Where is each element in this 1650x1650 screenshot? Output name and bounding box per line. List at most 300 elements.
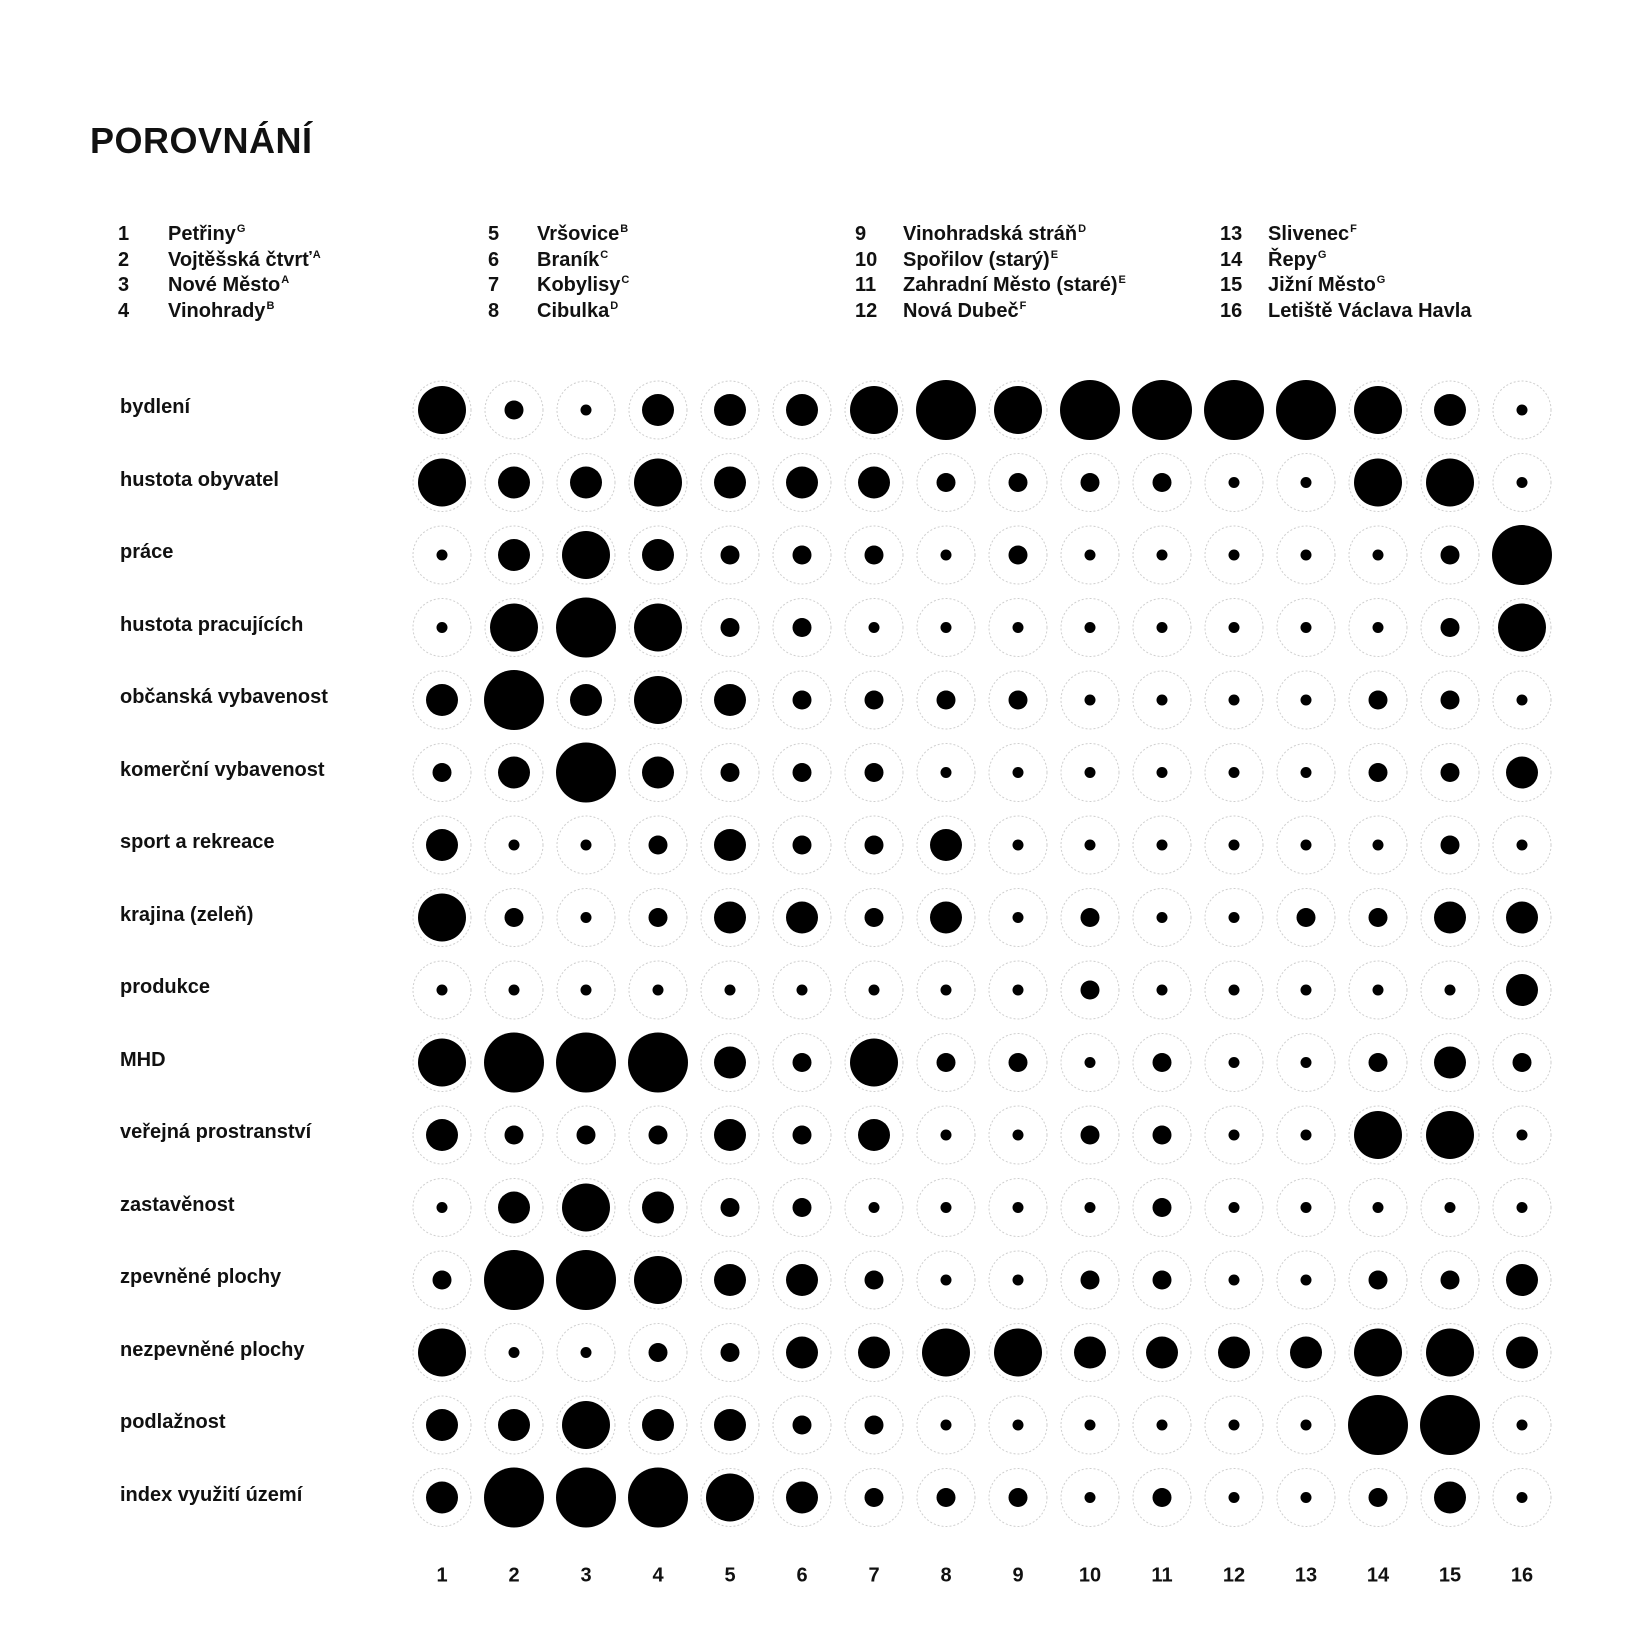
row-label: nezpevněné plochy [120, 1338, 305, 1361]
bubble [858, 1337, 890, 1369]
bubble [930, 902, 962, 934]
bubble [556, 743, 616, 803]
bubble [634, 676, 682, 724]
bubble [1009, 473, 1028, 492]
bubble [433, 1271, 452, 1290]
row-label: index využití území [120, 1483, 303, 1506]
bubble [1157, 1420, 1168, 1431]
bubble [1290, 1337, 1322, 1369]
legend-name-text: Letiště Václava Havla [1268, 299, 1472, 322]
bubble [714, 467, 746, 499]
bubble [437, 622, 448, 633]
bubble [498, 467, 530, 499]
legend-number: 15 [1220, 274, 1243, 296]
row-label: sport a rekreace [120, 831, 275, 854]
bubble [1153, 1198, 1172, 1217]
legend-name-text: Cibulka [537, 299, 610, 322]
legend-name-text: Nová Dubeč [903, 299, 1019, 322]
bubble [1085, 840, 1096, 851]
legend-name-text: Spořilov (starý) [903, 248, 1050, 271]
row-label: produkce [120, 976, 211, 999]
legend-number: 6 [488, 248, 500, 271]
bubble [725, 985, 736, 996]
bubble [1060, 380, 1120, 440]
bubble [865, 1271, 884, 1290]
column-tick-label: 10 [1078, 1564, 1102, 1587]
row-label: komerční vybavenost [120, 758, 325, 781]
bubble [858, 467, 890, 499]
row-label: práce [120, 541, 174, 564]
bubble [793, 1416, 812, 1435]
bubble [642, 1409, 674, 1441]
column-tick-label: 4 [652, 1564, 664, 1587]
bubble [418, 1329, 466, 1377]
bubble [490, 604, 538, 652]
bubble [556, 1250, 616, 1310]
legend-name-text: Jižní Město [1268, 274, 1376, 296]
bubble [793, 546, 812, 565]
bubble [865, 1488, 884, 1507]
legend-number: 10 [855, 248, 878, 271]
column-tick-label: 6 [796, 1564, 808, 1587]
bubble [1013, 1420, 1024, 1431]
bubble [1085, 550, 1096, 561]
bubble [1157, 695, 1168, 706]
bubble [1229, 1275, 1240, 1286]
bubble [1204, 380, 1264, 440]
legend-group-letter: B [266, 299, 275, 312]
legend-name-text: Braník [537, 248, 600, 271]
bubble [1301, 622, 1312, 633]
bubble [1517, 1202, 1528, 1213]
bubble [941, 1275, 952, 1286]
bubble [1218, 1337, 1250, 1369]
bubble [437, 550, 448, 561]
bubble [484, 670, 544, 730]
bubble [869, 985, 880, 996]
legend-number: 16 [1220, 299, 1243, 322]
bubble [1229, 1057, 1240, 1068]
legend-number: 7 [488, 274, 500, 296]
bubble [1229, 767, 1240, 778]
legend-number: 5 [488, 223, 500, 245]
legend-name-text: Kobylisy [537, 274, 621, 296]
bubble [1301, 550, 1312, 561]
bubble [865, 763, 884, 782]
column-tick-label: 3 [580, 1564, 592, 1587]
bubble [797, 985, 808, 996]
legend-number: 4 [118, 299, 130, 322]
bubble [1373, 550, 1384, 561]
bubble [994, 1329, 1042, 1377]
bubble [1085, 1420, 1096, 1431]
bubble [642, 539, 674, 571]
bubble [1132, 380, 1192, 440]
bubble [1506, 1264, 1538, 1296]
bubble [793, 763, 812, 782]
column-tick-label: 13 [1294, 1564, 1318, 1587]
bubble [714, 684, 746, 716]
bubble [1153, 1488, 1172, 1507]
legend-group-letter: C [621, 274, 630, 286]
bubble [937, 691, 956, 710]
legend-number: 8 [488, 299, 500, 322]
legend-name-text: Nové Město [168, 274, 281, 296]
row-label: podlažnost [120, 1411, 226, 1434]
bubble [721, 763, 740, 782]
bubble [556, 1033, 616, 1093]
bubble [634, 1256, 682, 1304]
bubble [1517, 840, 1528, 851]
legend-number: 3 [118, 274, 130, 296]
bubble [1434, 1482, 1466, 1514]
bubble [1229, 477, 1240, 488]
column-tick-label: 14 [1366, 1564, 1390, 1587]
legend-name-text: Vinohrady [168, 299, 266, 322]
row-label: krajina (zeleň) [120, 903, 254, 926]
bubble [498, 1409, 530, 1441]
bubble [1445, 985, 1456, 996]
column-tick-label: 2 [508, 1564, 520, 1587]
bubble [714, 829, 746, 861]
bubble [1369, 1053, 1388, 1072]
bubble [850, 386, 898, 434]
bubble [649, 1126, 668, 1145]
bubble [1085, 767, 1096, 778]
bubble [865, 1416, 884, 1435]
bubble [1013, 1202, 1024, 1213]
bubble [786, 902, 818, 934]
bubble [1229, 1202, 1240, 1213]
bubble [505, 908, 524, 927]
bubble [1157, 767, 1168, 778]
bubble [1153, 473, 1172, 492]
legend-name-text: Vinohradská stráň [903, 223, 1078, 245]
bubble [1276, 380, 1336, 440]
bubble [1301, 1057, 1312, 1068]
bubble [1354, 459, 1402, 507]
bubble [941, 767, 952, 778]
bubble [581, 1347, 592, 1358]
bubble [581, 912, 592, 923]
bubble [484, 1250, 544, 1310]
bubble [786, 394, 818, 426]
bubble [505, 401, 524, 420]
bubble [1369, 763, 1388, 782]
bubble [1013, 912, 1024, 923]
bubble [1085, 1057, 1096, 1068]
bubble [706, 1474, 754, 1522]
column-tick-label: 8 [940, 1564, 952, 1587]
bubble [1297, 908, 1316, 927]
row-label: veřejná prostranství [120, 1121, 312, 1144]
bubble [937, 1053, 956, 1072]
bubble [1013, 622, 1024, 633]
page-title: POROVNÁNÍ [90, 120, 313, 161]
bubble [1229, 912, 1240, 923]
bubble [1373, 622, 1384, 633]
bubble [1301, 477, 1312, 488]
bubble [562, 1401, 610, 1449]
bubble [426, 829, 458, 861]
bubble [869, 1202, 880, 1213]
bubble [642, 394, 674, 426]
bubble [498, 539, 530, 571]
row-label: bydlení [120, 396, 191, 419]
bubble [1492, 525, 1552, 585]
bubble [634, 604, 682, 652]
bubble [509, 840, 520, 851]
bubble [1348, 1395, 1408, 1455]
bubble [1013, 767, 1024, 778]
bubble [1506, 1337, 1538, 1369]
bubble [437, 1202, 448, 1213]
legend-number: 11 [855, 274, 877, 296]
bubble [1013, 840, 1024, 851]
bubble [1153, 1126, 1172, 1145]
bubble [1517, 1492, 1528, 1503]
bubble [714, 1264, 746, 1296]
bubble [1517, 405, 1528, 416]
bubble [1229, 550, 1240, 561]
bubble [793, 1053, 812, 1072]
bubble [628, 1468, 688, 1528]
bubble [858, 1119, 890, 1151]
bubble [1441, 1271, 1460, 1290]
bubble [1009, 1053, 1028, 1072]
bubble [786, 1482, 818, 1514]
bubble [649, 836, 668, 855]
column-tick-label: 1 [436, 1564, 448, 1587]
bubble [1369, 908, 1388, 927]
bubble [941, 1202, 952, 1213]
bubble [418, 386, 466, 434]
bubble [1373, 985, 1384, 996]
bubble [714, 1409, 746, 1441]
bubble [1081, 1126, 1100, 1145]
bubble [418, 1039, 466, 1087]
bubble [941, 622, 952, 633]
bubble [484, 1468, 544, 1528]
row-label: hustota pracujících [120, 613, 304, 636]
bubble [1157, 622, 1168, 633]
legend-group-letter: C [600, 248, 609, 261]
bubble [930, 829, 962, 861]
bubble [1301, 1202, 1312, 1213]
bubble [1426, 459, 1474, 507]
legend-number: 9 [855, 223, 867, 245]
bubble [1153, 1053, 1172, 1072]
bubble [577, 1126, 596, 1145]
legend-name-text: Řepy [1268, 248, 1317, 271]
bubble [1441, 836, 1460, 855]
legend-group-letter: G [1376, 274, 1386, 286]
bubble [556, 598, 616, 658]
legend-group-letter: D [610, 299, 619, 312]
bubble [634, 459, 682, 507]
bubble [581, 840, 592, 851]
bubble [714, 394, 746, 426]
bubble [1354, 386, 1402, 434]
bubble [941, 985, 952, 996]
bubble [786, 1264, 818, 1296]
bubble [850, 1039, 898, 1087]
bubble [1229, 840, 1240, 851]
legend-group-letter: G [236, 223, 246, 235]
bubble [786, 467, 818, 499]
legend-name-text: Zahradní Město (staré) [903, 274, 1118, 296]
bubble [628, 1033, 688, 1093]
bubble [1434, 902, 1466, 934]
bubble [426, 684, 458, 716]
legend-number: 14 [1220, 248, 1243, 271]
row-label: MHD [120, 1048, 166, 1071]
bubble [1229, 1130, 1240, 1141]
bubble [1441, 546, 1460, 565]
legend-number: 2 [118, 248, 130, 271]
legend-group-letter: G [1317, 248, 1327, 261]
legend-number: 1 [118, 223, 130, 245]
bubble [1369, 1488, 1388, 1507]
bubble [1009, 546, 1028, 565]
bubble [1229, 1420, 1240, 1431]
bubble [556, 1468, 616, 1528]
bubble [721, 1198, 740, 1217]
bubble [498, 1192, 530, 1224]
bubble [1085, 695, 1096, 706]
bubble [1498, 604, 1546, 652]
row-label: občanská vybavenost [120, 686, 328, 709]
bubble [1157, 985, 1168, 996]
bubble [418, 459, 466, 507]
legend-group-letter: B [620, 223, 629, 235]
legend-number: 13 [1220, 223, 1243, 245]
bubble [793, 1126, 812, 1145]
bubble [1441, 691, 1460, 710]
bubble [642, 757, 674, 789]
bubble [714, 1047, 746, 1079]
bubble [653, 985, 664, 996]
bubble [1517, 695, 1528, 706]
bubble [498, 757, 530, 789]
bubble [714, 902, 746, 934]
bubble [1354, 1329, 1402, 1377]
bubble [570, 467, 602, 499]
bubble [793, 618, 812, 637]
bubble [1354, 1111, 1402, 1159]
bubble [1301, 1130, 1312, 1141]
bubble [1157, 550, 1168, 561]
bubble [1441, 618, 1460, 637]
bubble [916, 380, 976, 440]
bubble [1517, 1420, 1528, 1431]
bubble [1081, 908, 1100, 927]
bubble [869, 622, 880, 633]
bubble [1369, 1271, 1388, 1290]
bubble [1301, 1420, 1312, 1431]
bubble [937, 473, 956, 492]
bubble [865, 546, 884, 565]
bubble [418, 894, 466, 942]
bubble [1369, 691, 1388, 710]
legend-group-letter: F [1350, 223, 1357, 235]
bubble [1081, 1271, 1100, 1290]
column-tick-label: 15 [1438, 1564, 1462, 1587]
bubble [562, 531, 610, 579]
bubble [433, 763, 452, 782]
row-label: zastavěnost [120, 1193, 235, 1216]
legend-group-letter: A [281, 274, 290, 286]
bubble [1420, 1395, 1480, 1455]
bubble [1013, 985, 1024, 996]
bubble [1513, 1053, 1532, 1072]
bubble [1426, 1111, 1474, 1159]
bubble [1506, 757, 1538, 789]
bubble [1081, 473, 1100, 492]
bubble [1229, 1492, 1240, 1503]
bubble [1074, 1337, 1106, 1369]
bubble [1445, 1202, 1456, 1213]
bubble [865, 908, 884, 927]
column-tick-label: 12 [1222, 1564, 1246, 1587]
bubble [1373, 1202, 1384, 1213]
column-tick-label: 11 [1151, 1564, 1173, 1587]
bubble [922, 1329, 970, 1377]
bubble [426, 1119, 458, 1151]
bubble [1153, 1271, 1172, 1290]
bubble [1373, 840, 1384, 851]
bubble [786, 1337, 818, 1369]
bubble [1441, 763, 1460, 782]
bubble [1517, 477, 1528, 488]
bubble [1085, 1202, 1096, 1213]
bubble [1301, 767, 1312, 778]
bubble [1426, 1329, 1474, 1377]
bubble [1301, 1275, 1312, 1286]
bubble [941, 550, 952, 561]
column-tick-label: 7 [868, 1564, 880, 1587]
bubble [649, 908, 668, 927]
bubble [1013, 1275, 1024, 1286]
legend-group-letter: E [1118, 274, 1126, 286]
bubble [1434, 1047, 1466, 1079]
legend-name-text: Slivenec [1268, 223, 1350, 245]
bubble [1301, 1492, 1312, 1503]
bubble [1506, 902, 1538, 934]
bubble [1517, 1130, 1528, 1141]
bubble [1013, 1130, 1024, 1141]
legend-name-text: Vojtěšská čtvrť [168, 248, 312, 271]
bubble [649, 1343, 668, 1362]
bubble [1301, 840, 1312, 851]
legend-group-letter: D [1078, 223, 1087, 235]
bubble [1146, 1337, 1178, 1369]
bubble [1301, 695, 1312, 706]
bubble [941, 1420, 952, 1431]
bubble [1085, 1492, 1096, 1503]
bubble [1229, 695, 1240, 706]
bubble [941, 1130, 952, 1141]
bubble [937, 1488, 956, 1507]
bubble [1229, 985, 1240, 996]
bubble [1009, 1488, 1028, 1507]
legend-name-text: Vršovice [537, 223, 620, 245]
bubble [994, 386, 1042, 434]
bubble [714, 1119, 746, 1151]
bubble [437, 985, 448, 996]
bubble [426, 1482, 458, 1514]
bubble [721, 1343, 740, 1362]
